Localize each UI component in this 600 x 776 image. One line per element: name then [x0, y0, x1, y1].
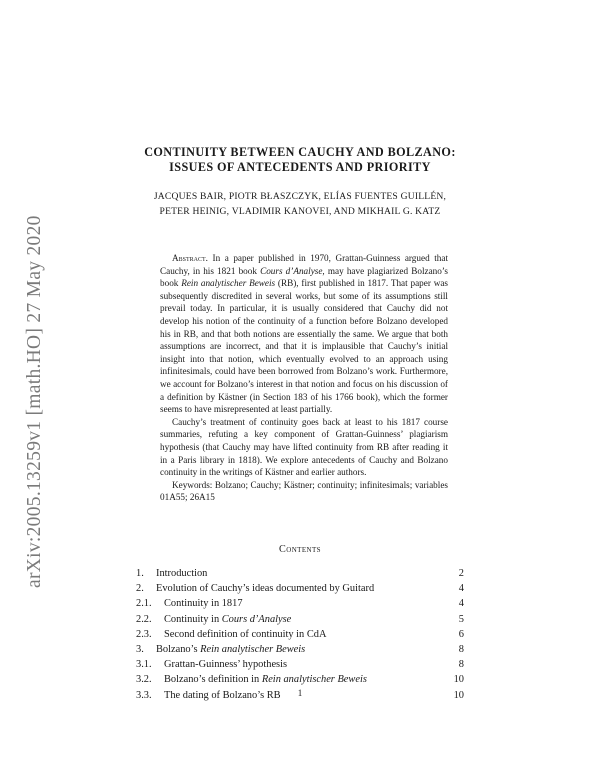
- page-number: 1: [297, 688, 303, 698]
- toc-entry-page: 5: [458, 613, 464, 625]
- toc-entry-title: [164, 627, 326, 642]
- toc-entry-page: 8: [458, 643, 464, 655]
- abstract-keywords: Keywords: Bolzano; Cauchy; Kästner; continuity; infinitesimals; variables 01A55; 26A15: [160, 479, 448, 503]
- toc-entry[interactable]: [136, 566, 464, 581]
- toc-entry-title: [156, 566, 207, 581]
- arxiv-identifier-stamp: arXiv:2005.13259v1 [math.HO] 27 May 2020: [24, 215, 45, 588]
- title-line-2: ISSUES OF ANTECEDENTS AND PRIORITY: [169, 160, 431, 174]
- toc-entry-title-text: Second definition of continuity in CdA: [164, 628, 327, 640]
- toc-entry-title-italic: Cours d’Analyse: [221, 613, 292, 625]
- abstract-paragraph-2: Cauchy’s treatment of continuity goes back at least to his 1817 course summaries, refuting a key component of Grattan-Guinness’ plagiarism hypothesis (that Cauchy may have lifted continuity from RB after reading it in a Paris library in 1818). We explore antecedents of Cauchy and Bolzano continuity in the writings of Kästner and earlier authors.: [160, 416, 448, 478]
- toc-entry[interactable]: [136, 612, 464, 627]
- abstract-book-rb: Rein analytischer Beweis: [181, 278, 276, 289]
- toc-entry[interactable]: [136, 627, 464, 642]
- toc-entry-number: 2.2.: [136, 613, 152, 625]
- authors-line-1: JACQUES BAIR, PIOTR BŁASZCZYK, ELÍAS FUENTES GUILLÉN,: [153, 191, 447, 202]
- toc-entry[interactable]: [136, 657, 464, 672]
- toc-entry[interactable]: [136, 642, 464, 657]
- toc-entry-page: 4: [458, 583, 464, 595]
- toc-entry-title-text: Grattan-Guinness’ hypothesis: [164, 659, 288, 671]
- toc-entry-page: 8: [458, 659, 464, 671]
- toc-entry-title-text: The dating of Bolzano’s RB: [164, 689, 281, 701]
- toc-entry-title: [156, 642, 305, 657]
- toc-entry-page: 4: [458, 598, 464, 610]
- toc-entry-title-text: Continuity in 1817: [164, 598, 243, 610]
- abstract-book-cda: Cours d’Analyse: [260, 265, 323, 276]
- toc-entry[interactable]: [136, 596, 464, 611]
- toc-entry-title: [164, 672, 367, 687]
- toc-entry-number: 2.: [136, 583, 144, 595]
- abstract-text-2: , may have plagiarized Bolzano’s book: [160, 265, 448, 289]
- paper-title: [0, 145, 600, 175]
- toc-entry-title: [156, 581, 374, 596]
- toc-entry-page: 6: [458, 628, 464, 640]
- toc-entry-number: 1.: [136, 568, 144, 579]
- toc-entry-title: [164, 657, 287, 672]
- toc-entry-number: 3.2.: [136, 674, 152, 686]
- abstract: [160, 252, 448, 504]
- toc-entry-title: [164, 612, 291, 627]
- toc-entry-title-italic: Rein analytischer Beweis: [261, 674, 367, 686]
- contents-heading: Contents: [279, 544, 321, 555]
- toc-entry-page: 10: [453, 689, 464, 701]
- toc-entry-number: 3.: [136, 643, 144, 655]
- toc-entry-title-text: Bolzano’s: [156, 643, 201, 655]
- toc-entry[interactable]: [136, 581, 464, 596]
- title-line-1: CONTINUITY BETWEEN CAUCHY AND BOLZANO:: [144, 145, 456, 159]
- table-of-contents: [136, 566, 464, 703]
- toc-entry-title-text: Bolzano’s definition in: [164, 674, 262, 686]
- toc-entry-number: 2.1.: [136, 598, 152, 610]
- toc-entry-title-italic: Rein analytischer Beweis: [200, 643, 306, 655]
- toc-entry-page: 10: [453, 674, 464, 686]
- toc-entry-title-text: Continuity in: [164, 613, 222, 625]
- authors-line-2: PETER HEINIG, VLADIMIR KANOVEI, AND MIKHAIL G. KATZ: [159, 206, 441, 217]
- author-list: [0, 189, 600, 219]
- toc-entry-title: [164, 596, 243, 611]
- toc-entry-number: 2.3.: [136, 628, 152, 640]
- toc-entry-title-text: Introduction: [156, 568, 208, 579]
- abstract-text-3: (RB), first published in 1817. That paper was subsequently discredited in several works, but some of its assumptions still prevail today. In particular, it is usually considered that Cauchy did not develop his notion of the continuity of a function before Bolzano developed his in RB, and that both notions are essentially the same. We argue that both assumptions are incorrect, and that it is implausible that Cauchy’s initial insight into that notion, which eventually evolved to an approach using infinitesimals, could have been borrowed from Bolzano’s work. Furthermore, we account for Bolzano’s interest in that notion and focus on his discussion of a definition by Kästner (in Section 183 of his 1766 book), which the former seems to have misrepresented at least partially.: [160, 278, 448, 415]
- abstract-label: Abstract.: [172, 253, 208, 263]
- abstract-text-1: In a paper published in 1970, Grattan-Guinness argued that Cauchy, in his 1821 book: [160, 253, 448, 276]
- toc-entry-number: 3.1.: [136, 659, 152, 671]
- abstract-paragraph-1: [160, 252, 448, 416]
- toc-entry-page: 2: [458, 568, 464, 579]
- toc-entry[interactable]: [136, 672, 464, 687]
- toc-entry-number: 3.3.: [136, 689, 152, 701]
- toc-entry-title-text: Evolution of Cauchy’s ideas documented by Guitard: [156, 583, 375, 595]
